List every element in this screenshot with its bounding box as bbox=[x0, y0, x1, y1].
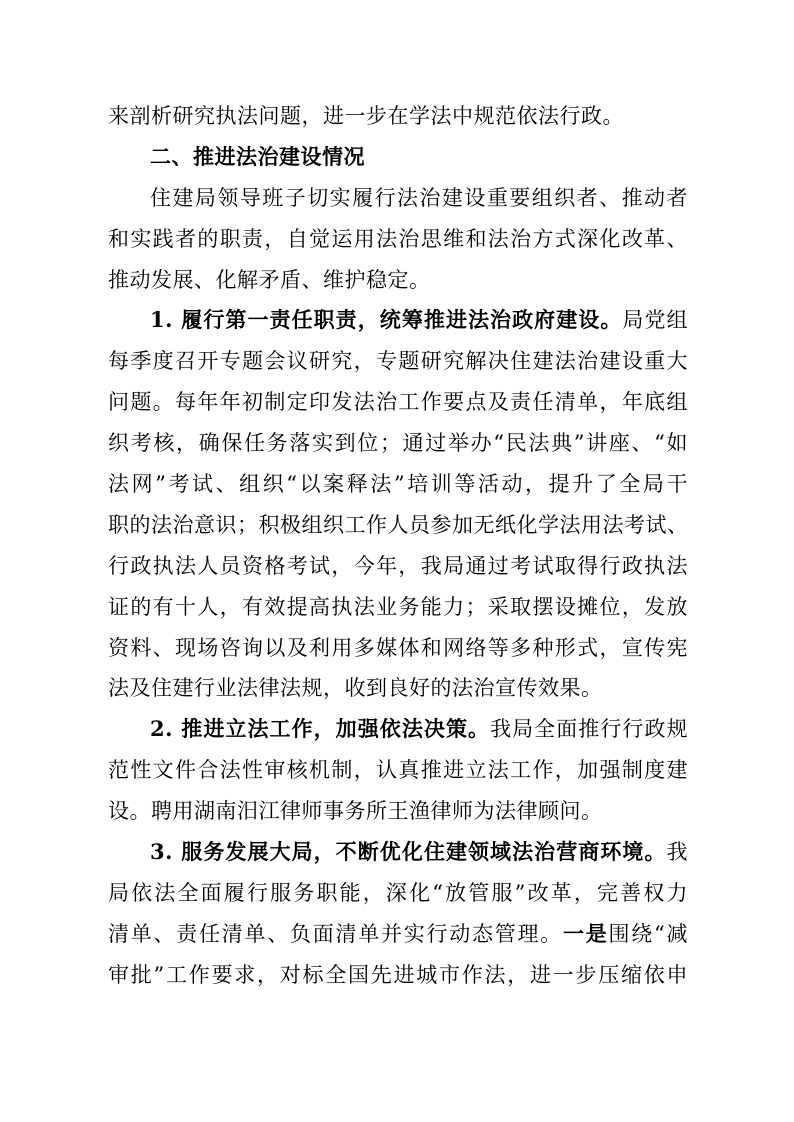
paragraph-line: 审批”工作要求，对标全国先进城市作法，进一步压缩依申 bbox=[108, 962, 688, 987]
paragraph-line: 职的法治意识；积极组织工作人员参加无纸化学法用法考试、 bbox=[108, 512, 688, 537]
paragraph-line: 设。聘用湖南汨江律师事务所王渔律师为法律顾问。 bbox=[108, 799, 603, 824]
paragraph-line: 和实践者的职责，自觉运用法治思维和法治方式深化改革、 bbox=[108, 226, 688, 251]
item-3-first-line bbox=[108, 832, 688, 873]
paragraph-line: 法及住建行业法律法规，收到良好的法治宣传效果。 bbox=[108, 676, 603, 701]
item-1-text: 局党组 bbox=[622, 308, 688, 333]
paragraph-line: 证的有十人，有效提高执法业务能力；采取摆设摊位，发放 bbox=[108, 594, 688, 619]
paragraph-line: 推动发展、化解矛盾、维护稳定。 bbox=[108, 267, 431, 292]
paragraph-line: 织考核，确保任务落实到位；通过举办“民法典”讲座、“如 bbox=[108, 431, 688, 456]
paragraph-line: 局依法全面履行服务职能，深化“放管服”改革，完善权力 bbox=[108, 880, 688, 905]
item-2-title: 2. 推进立法工作，加强依法决策。 bbox=[150, 716, 491, 742]
item-3-text: 围绕“减 bbox=[608, 921, 688, 946]
item-3-emphasis: 一是 bbox=[563, 920, 609, 946]
item-3-title: 3. 服务发展大局，不断优化住建领域法治营商环境。 bbox=[150, 839, 667, 865]
item-3-text: 清单、责任清单、负面清单并实行动态管理。 bbox=[108, 921, 563, 946]
paragraph-line: 范性文件合法性审核机制，认真推进立法工作，加强制度建 bbox=[108, 758, 688, 783]
item-1-title: 1. 履行第一责任职责，统筹推进法治政府建设。 bbox=[150, 307, 623, 333]
paragraph-line: 行政执法人员资格考试，今年，我局通过考试取得行政执法 bbox=[108, 553, 688, 578]
paragraph-line: 法网”考试、组织“以案释法”培训等活动，提升了全局干 bbox=[108, 472, 688, 497]
document-body bbox=[108, 96, 688, 996]
item-2-text: 我局全面推行行政规 bbox=[490, 717, 688, 742]
paragraph-line: 住建局领导班子切实履行法治建设重要组织者、推动者 bbox=[150, 185, 688, 210]
paragraph-line: 问题。每年年初制定印发法治工作要点及责任清单，年底组 bbox=[108, 390, 688, 415]
paragraph-line: 资料、现场咨询以及利用多媒体和网络等多种形式，宣传宪 bbox=[108, 635, 688, 660]
paragraph-line: 每季度召开专题会议研究，专题研究解决住建法治建设重大 bbox=[108, 349, 688, 374]
item-3-text: 我 bbox=[666, 840, 688, 865]
item-2-first-line bbox=[108, 709, 688, 750]
item-1-first-line bbox=[108, 300, 688, 341]
paragraph-line bbox=[108, 914, 688, 955]
section-heading: 二、推进法治建设情况 bbox=[150, 144, 365, 169]
text-line: 来剖析研究执法问题，进一步在学法中规范依法行政。 bbox=[108, 104, 624, 128]
